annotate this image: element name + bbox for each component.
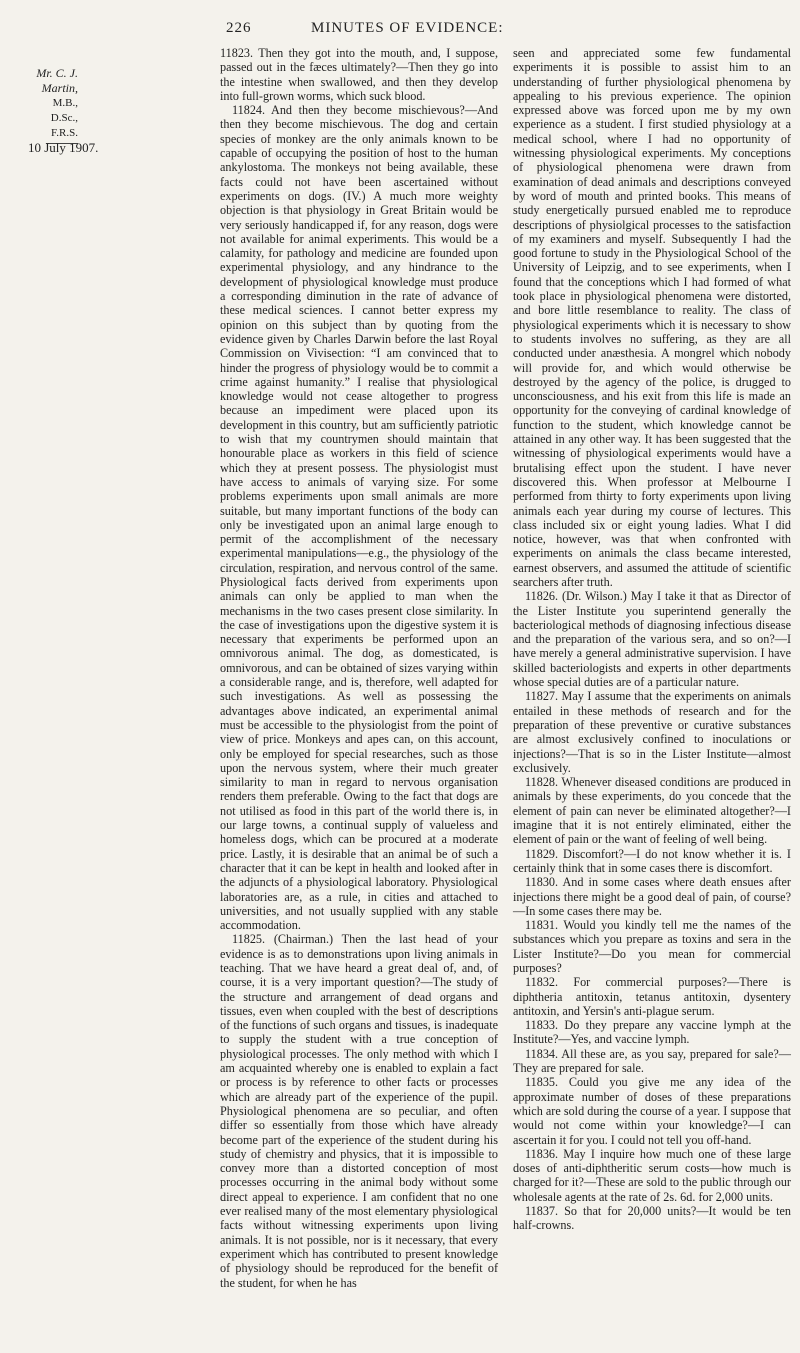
running-title: MINUTES OF EVIDENCE: bbox=[311, 20, 504, 36]
question-paragraph: 11828. Whenever diseased conditions are produced in animals by these experiments, do you concede that the element of pain can never be eliminated altogether?—I imagine that it is not entirely eliminated, either the element of pain or the want of feeling of well being. bbox=[513, 775, 791, 847]
question-paragraph: 11832. For commercial purposes?—There is diphtheria antitoxin, tetanus antitoxin, dysentery antitoxin, and Yersin's anti-plague serum. bbox=[513, 975, 791, 1018]
question-paragraph: 11826. (Dr. Wilson.) May I take it that as Director of the Lister Institute you superintend generally the bacteriological methods of diagnosing infectious disease and the preparation of the various sera, and so on?—I have merely a general administrative supervision. I have skilled bacteriologists and experts in other departments whose special duties are of a particular nature. bbox=[513, 589, 791, 690]
question-paragraph: 11827. May I assume that the experiments on animals entailed in these methods of research and for the preparation of these preventive or curative substances are almost exclusively confined to inoculations or injections?—That is so in the Lister Institute—almost exclusively. bbox=[513, 689, 791, 775]
right-column bbox=[513, 46, 791, 1233]
question-paragraph: 11823. Then they got into the mouth, and, I suppose, passed out in the fæces ultimately?—Then they go into the intestine when swallowed, and then they develop into full-grown worms, which suck blood. bbox=[220, 46, 498, 103]
question-paragraph: 11835. Could you give me any idea of the approximate number of doses of these preparations which are sold during the course of a year. I suppose that would not come within your knowledge?—I can ascertain it for you. I could not tell you off-hand. bbox=[513, 1075, 791, 1147]
question-paragraph: 11833. Do they prepare any vaccine lymph at the Institute?—Yes, and vaccine lymph. bbox=[513, 1018, 791, 1047]
question-paragraph: 11831. Would you kindly tell me the names of the substances which you prepare as toxins and sera in the Lister Institute?—Do you mean for commercial purposes? bbox=[513, 918, 791, 975]
evidence-date: 10 July 1907. bbox=[28, 140, 99, 155]
question-paragraph: 11824. And then they become mischievous?—And then they become mischievous. The dog and certain species of monkey are the only animals known to be capable of occupying the position of host to the human ankylostoma. The monkeys not being available, these facts could not have been ascertained without experiments on dogs. (IV.) A much more weighty objection is that physiology in Great Britain would be very seriously handicapped if, for any reason, dogs were not available for animal experiments. This would be a calamity, for pathology and medicine are founded upon experimental physiology, and any hindrance to the development of physiological knowledge must produce a corresponding diminution in the rate of advance of these medical sciences. I cannot better express my opinion on this subject than by quoting from the evidence given by Charles Darwin before the last Royal Commission on Vivisection: “I am convinced that to hinder the progress of physiology would be to commit a crime against humanity.” I realise that physiological knowledge would not cease altogether to progress because an impediment were placed upon its development in this country, but am sufficiently patriotic to wish that my countrymen should maintain that honourable place as workers in this field of science which they at present possess. The physiologist must have access to animals of varying size. For some problems experiments upon small animals are more suitable, but many important functions of the body can only be investigated upon an animal large enough to permit of the accomplishment of the necessary experimental manipulations—e.g., the physiology of the circulation, respiration, and nervous control of the same. Physiological facts derived from experiments upon animals can only be applied to man when the mechanisms in the two cases present close similarity. In the case of investigations upon the digestive system it is necessary that experiments be performed upon an omnivorous animal. The dog, as domesticated, is omnivorous, and can be obtained of sizes varying within a considerable range, and is, therefore, well adapted for such investigations. As well as possessing the advantages above indicated, an experimental animal must be accessible to the physiologist from the point of view of price. Monkeys and apes can, on this account, only be employed for special researches, such as those upon the nervous system, where their much greater similarity to man in regard to nervous organisation renders them preferable. Owing to the fact that dogs are not utilised as food in this part of the world there is, in our large towns, a continual supply of valueless and homeless dogs, which can be procured at a moderate price. Lastly, it is desirable that an animal be of such a character that it can be kept in health and looked after in the adjuncts of a physiological laboratory. Physiological laboratories are, as a rule, in cities and attached to universities, and not usually supplied with any stable accommodation. bbox=[220, 103, 498, 933]
question-paragraph: 11836. May I inquire how much one of these large doses of anti-diphtheritic serum costs—how much is charged for it?—These are sold to the public through our wholesale agents at the rate of 2s. 6d. for 2,000 units. bbox=[513, 1146, 791, 1204]
page-header bbox=[226, 20, 790, 46]
witness-margin-note bbox=[24, 66, 78, 148]
question-paragraph: 11834. All these are, as you say, prepared for sale?—They are prepared for sale. bbox=[513, 1046, 791, 1076]
page-number: 226 bbox=[226, 20, 252, 36]
question-paragraph: 11829. Discomfort?—I do not know whether it is. I certainly think that in some cases there is discomfort. bbox=[513, 846, 791, 875]
witness-name: Mr. C. J. bbox=[36, 66, 78, 80]
witness-name-cont: Martin, bbox=[41, 81, 78, 95]
answer-continuation: seen and appreciated some few fundamental experiments it is possible to assist him to an understanding of further physiological phenomena by appealing to his previous experience. The opinion expressed above was forced upon me by my own experience as a student. I first studied physiology at a medical school, where I had no opportunity of witnessing physiological experiments. My conceptions of physiological phenomena were drawn from examination of dead animals and descriptions conveyed by word of mouth and printed books. This means of study energetically pursued enabled me to reproduce descriptions of physiolgical processes to the satisfaction of my examiners and myself. Subsequently I had the good fortune to study in the Physiological School of the University of Leipzig, and to see experiments, when I found that the conceptions which I had formed of what took place in physiological phenomena were distorted, and bore little resemblance to reality. The class of physiological experiments which it is necessary to show to students involves no suffering, as they are all conducted under anæsthesia. A mongrel which nobody will provide for, and which would otherwise be destroyed by the agency of the police, is drugged to unconsciousness, and his exit from this life is made an opportunity for the conveying of cardinal knowledge of function to the student, which knowledge cannot be attained in any other way. It has been suggested that the witnessing of physiological experiments would have a brutalising effect upon the student. I have never discovered this. When professor at Melbourne I performed from thirty to forty experiments upon living animals each year during my course of lectures. This class included six or eight young ladies. What I did notice, however, was that when confronted with experiments on animals the class became interested, earnest observers, and assumed the attitude of scientific searchers after truth. bbox=[513, 46, 791, 589]
question-paragraph: 11825. (Chairman.) Then the last head of your evidence is as to demonstrations upon living animals in teaching. That we have heard a great deal of, and, of course, it is a very important question?—The study of the structure and arrangement of dead organs and tissues, even when coupled with the best of descriptions of the functions of such organs and tissues, is inadequate to supply the student with a true conception of physiological processes. The only method with which I am acquainted whereby one is enabled to explain a fact or process is by reference to other facts or processes which are already part of the experience of the pupil. Physiological phenomena are so peculiar, and often differ so essentially from those which have already become part of the experience of the student during his study of chemistry and physics, that it is impossible to convey more than a distorted conception of most processes occurring in the animal body without some direct appeal to experience. I am confident that no one ever realised many of the most elementary physiological facts without witnessing experiments upon living animals. It is not possible, nor is it necessary, that every experiment which has contributed to present knowledge of physiology should be reproduced for the benefit of the student, for when he has bbox=[220, 932, 498, 1290]
question-paragraph: 11837. So that for 20,000 units?—It would be ten half-crowns. bbox=[513, 1204, 791, 1233]
question-paragraph: 11830. And in some cases where death ensues after injections there might be a good deal of pain, of course?—In some cases there may be. bbox=[513, 875, 791, 918]
left-column bbox=[220, 46, 498, 1290]
witness-fellowship: F.R.S. bbox=[51, 127, 78, 139]
witness-degrees: M.B., D.Sc., bbox=[50, 97, 78, 124]
